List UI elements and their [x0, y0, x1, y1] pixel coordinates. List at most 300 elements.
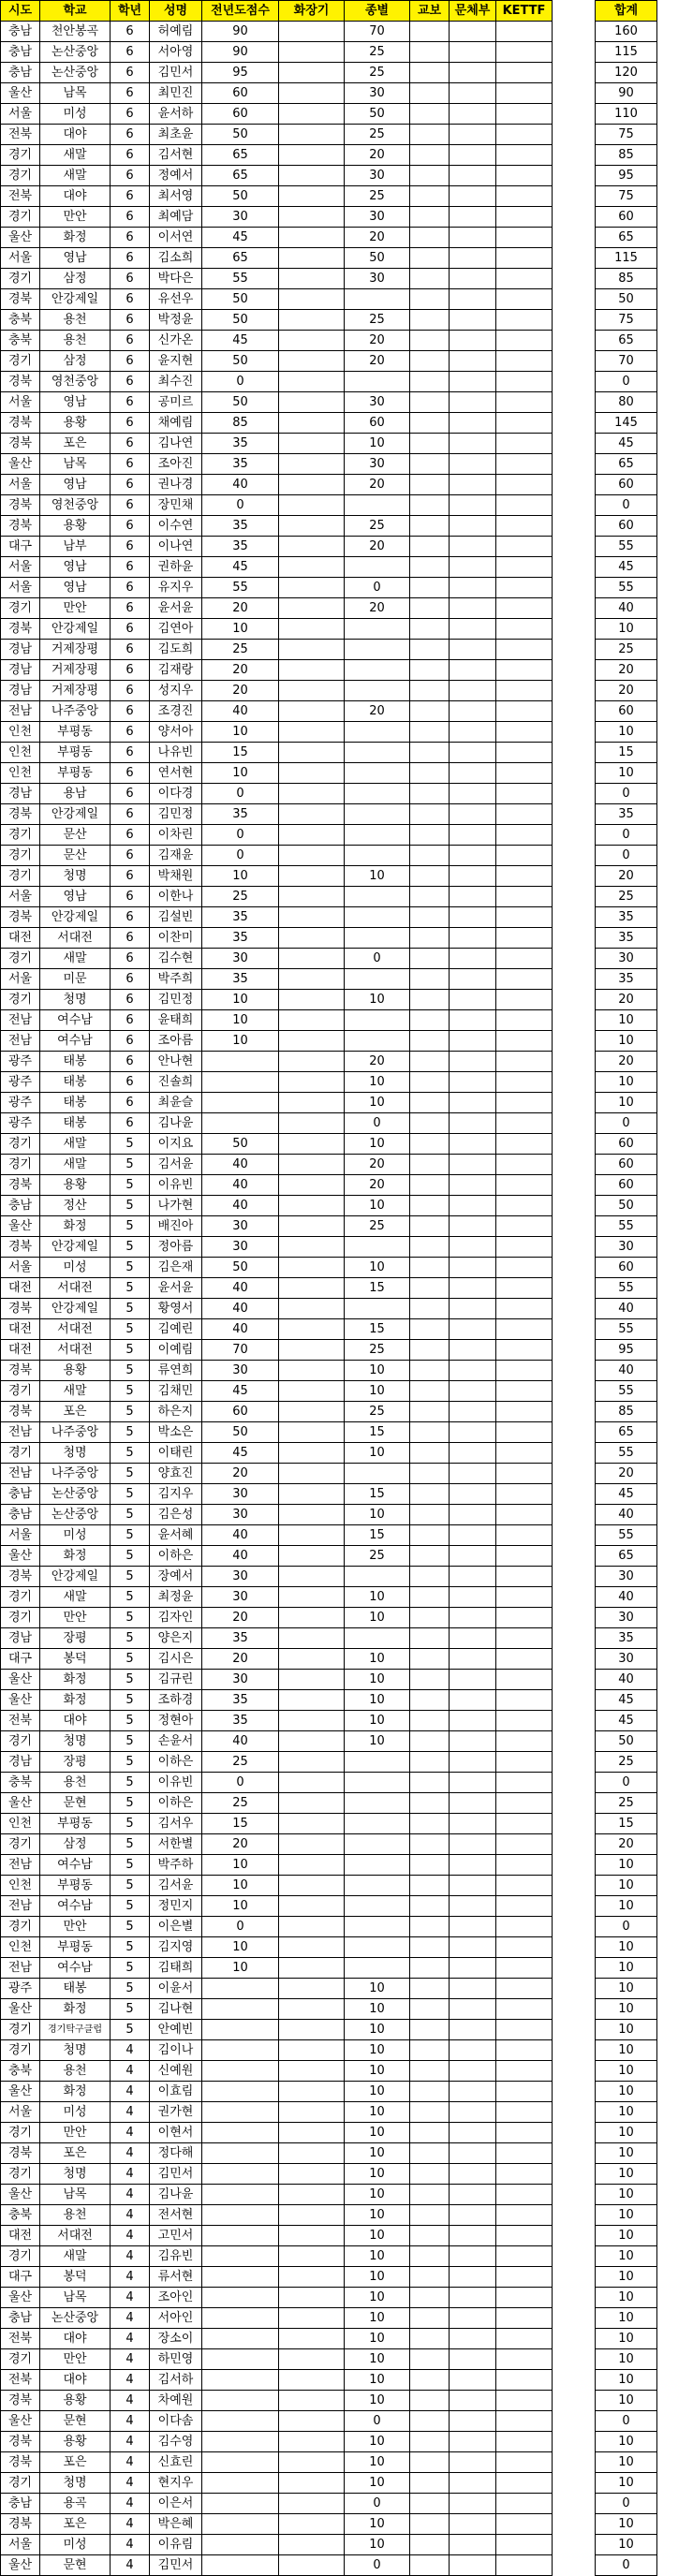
cell-grade: 5: [111, 1587, 150, 1608]
total-row: [596, 1113, 657, 1134]
cell-name: 현지우: [150, 2473, 202, 2494]
cell-school: 거제장평: [40, 640, 111, 660]
cell-prev-score: [202, 2205, 279, 2226]
cell-name: 윤지현: [150, 351, 202, 372]
cell-name: 김규린: [150, 1670, 202, 1690]
cell-jongbyeol: 25: [345, 516, 410, 537]
total-row: [596, 1546, 657, 1567]
cell-grade: 6: [111, 42, 150, 63]
cell-munche: [450, 1793, 496, 1814]
cell-jongbyeol: [345, 1752, 410, 1773]
cell-name: 이다솜: [150, 2411, 202, 2432]
total-row: [596, 413, 657, 434]
cell-grade: 6: [111, 516, 150, 537]
cell-prev-score: [202, 2329, 279, 2349]
cell-kettf: [496, 2020, 553, 2040]
total-row: [596, 207, 657, 228]
cell-gyobo: [410, 2102, 450, 2123]
cell-name: 이나연: [150, 537, 202, 557]
cell-munche: [450, 537, 496, 557]
cell-munche: [450, 969, 496, 990]
cell-gyobo: [410, 1773, 450, 1793]
cell-total: 20: [596, 660, 657, 681]
cell-jongbyeol: 20: [345, 701, 410, 722]
cell-jongbyeol: [345, 1855, 410, 1876]
cell-prev-score: 30: [202, 1567, 279, 1587]
cell-ahn: [279, 1278, 345, 1299]
cell-total: 10: [596, 2432, 657, 2452]
cell-sido: 경남: [1, 1628, 40, 1649]
table-row: [1, 2555, 553, 2576]
cell-munche: [450, 2040, 496, 2061]
cell-grade: 4: [111, 2082, 150, 2102]
cell-total: 10: [596, 1999, 657, 2020]
cell-total: 55: [596, 578, 657, 598]
cell-jongbyeol: [345, 495, 410, 516]
cell-school: 만안: [40, 1917, 111, 1937]
total-row: [596, 289, 657, 310]
cell-gyobo: [410, 2494, 450, 2514]
cell-school: 정산: [40, 1196, 111, 1216]
cell-total: 40: [596, 1299, 657, 1319]
cell-jongbyeol: 10: [345, 2226, 410, 2246]
cell-grade: 6: [111, 475, 150, 495]
cell-munche: [450, 289, 496, 310]
cell-gyobo: [410, 1731, 450, 1752]
cell-munche: [450, 660, 496, 681]
cell-name: 하민영: [150, 2349, 202, 2370]
cell-total: 95: [596, 166, 657, 186]
cell-jongbyeol: 30: [345, 392, 410, 413]
cell-sido: 경북: [1, 2143, 40, 2164]
total-table: [595, 0, 657, 2576]
cell-grade: 5: [111, 1175, 150, 1196]
total-row: [596, 1917, 657, 1937]
cell-ahn: [279, 228, 345, 248]
cell-prev-score: [202, 2391, 279, 2411]
cell-name: 김나현: [150, 1999, 202, 2020]
cell-total: 55: [596, 1381, 657, 1402]
cell-sido: 경기: [1, 598, 40, 619]
cell-jongbyeol: [345, 1937, 410, 1958]
cell-jongbyeol: 15: [345, 1422, 410, 1443]
cell-total: 65: [596, 1546, 657, 1567]
cell-kettf: [496, 2494, 553, 2514]
cell-school: 만안: [40, 598, 111, 619]
cell-grade: 4: [111, 2288, 150, 2308]
cell-kettf: [496, 1422, 553, 1443]
cell-school: 남목: [40, 454, 111, 475]
cell-kettf: [496, 186, 553, 207]
cell-kettf: [496, 1917, 553, 1937]
cell-kettf: [496, 22, 553, 42]
cell-school: 새말: [40, 145, 111, 166]
cell-gyobo: [410, 660, 450, 681]
cell-ahn: [279, 2494, 345, 2514]
table-row: [1, 1505, 553, 1525]
cell-total: 10: [596, 2040, 657, 2061]
cell-prev-score: 65: [202, 166, 279, 186]
cell-school: 봉덕: [40, 1649, 111, 1670]
cell-prev-score: [202, 2452, 279, 2473]
cell-grade: 5: [111, 1834, 150, 1855]
cell-grade: 6: [111, 186, 150, 207]
cell-grade: 5: [111, 1299, 150, 1319]
table-row: [1, 413, 553, 434]
cell-gyobo: [410, 1567, 450, 1587]
cell-grade: 6: [111, 743, 150, 763]
table-row: [1, 743, 553, 763]
cell-sido: 전남: [1, 1958, 40, 1979]
cell-name: 최민진: [150, 83, 202, 104]
table-row: [1, 2226, 553, 2246]
cell-sido: 경기: [1, 1155, 40, 1175]
cell-prev-score: 10: [202, 1958, 279, 1979]
cell-ahn: [279, 743, 345, 763]
cell-jongbyeol: 20: [345, 1052, 410, 1072]
cell-sido: 울산: [1, 1690, 40, 1711]
total-row: [596, 2123, 657, 2143]
cell-total: 10: [596, 2514, 657, 2535]
total-row: [596, 1855, 657, 1876]
cell-munche: [450, 372, 496, 392]
cell-sido: 경기: [1, 1917, 40, 1937]
cell-munche: [450, 1814, 496, 1834]
cell-prev-score: 10: [202, 1937, 279, 1958]
cell-ahn: [279, 1793, 345, 1814]
cell-school: 청명: [40, 2473, 111, 2494]
cell-total: 40: [596, 1587, 657, 1608]
cell-name: 박주희: [150, 969, 202, 990]
cell-school: 문현: [40, 2555, 111, 2576]
cell-school: 서대전: [40, 1340, 111, 1361]
table-row: [1, 2288, 553, 2308]
cell-grade: 6: [111, 1072, 150, 1093]
cell-gyobo: [410, 1134, 450, 1155]
cell-sido: 경기: [1, 2164, 40, 2185]
cell-school: 새말: [40, 1381, 111, 1402]
cell-jongbyeol: 20: [345, 351, 410, 372]
total-row: [596, 1773, 657, 1793]
cell-sido: 대구: [1, 1649, 40, 1670]
cell-sido: 경북: [1, 2432, 40, 2452]
cell-total: 10: [596, 763, 657, 784]
cell-school: 미성: [40, 1525, 111, 1546]
cell-school: 서대전: [40, 2226, 111, 2246]
cell-jongbyeol: 20: [345, 475, 410, 495]
cell-kettf: [496, 1587, 553, 1608]
cell-ahn: [279, 1113, 345, 1134]
cell-name: 양은지: [150, 1628, 202, 1649]
cell-school: 용황: [40, 2391, 111, 2411]
cell-grade: 5: [111, 1896, 150, 1917]
cell-gyobo: [410, 1525, 450, 1546]
total-row: [596, 1258, 657, 1278]
table-row: [1, 2473, 553, 2494]
cell-munche: [450, 1711, 496, 1731]
cell-prev-score: 0: [202, 495, 279, 516]
cell-jongbyeol: [345, 660, 410, 681]
cell-kettf: [496, 1340, 553, 1361]
cell-jongbyeol: [345, 1464, 410, 1484]
cell-sido: 울산: [1, 1216, 40, 1237]
cell-prev-score: 40: [202, 1525, 279, 1546]
cell-ahn: [279, 495, 345, 516]
cell-ahn: [279, 1711, 345, 1731]
cell-ahn: [279, 104, 345, 125]
cell-kettf: [496, 660, 553, 681]
cell-name: 장소이: [150, 2329, 202, 2349]
cell-school: 미성: [40, 1258, 111, 1278]
cell-total: 0: [596, 372, 657, 392]
cell-jongbyeol: 10: [345, 1443, 410, 1464]
cell-gyobo: [410, 763, 450, 784]
table-row: [1, 660, 553, 681]
cell-grade: 4: [111, 2349, 150, 2370]
cell-gyobo: [410, 1876, 450, 1896]
cell-prev-score: 35: [202, 804, 279, 825]
table-row: [1, 928, 553, 949]
cell-total: 145: [596, 413, 657, 434]
cell-grade: 5: [111, 1690, 150, 1711]
cell-name: 김연아: [150, 619, 202, 640]
cell-munche: [450, 2535, 496, 2555]
cell-prev-score: 30: [202, 1670, 279, 1690]
cell-munche: [450, 722, 496, 743]
cell-total: 65: [596, 454, 657, 475]
cell-kettf: [496, 2432, 553, 2452]
cell-school: 문산: [40, 825, 111, 846]
cell-jongbyeol: 10: [345, 2288, 410, 2308]
cell-name: 김서하: [150, 2370, 202, 2391]
total-row: [596, 2267, 657, 2288]
cell-school: 부평동: [40, 1876, 111, 1896]
cell-school: 화정: [40, 1999, 111, 2020]
total-row: [596, 434, 657, 454]
cell-prev-score: 20: [202, 681, 279, 701]
cell-munche: [450, 1155, 496, 1175]
cell-sido: 충남: [1, 1196, 40, 1216]
table-row: [1, 1031, 553, 1052]
cell-sido: 전북: [1, 2370, 40, 2391]
cell-gyobo: [410, 392, 450, 413]
cell-name: 이하은: [150, 1752, 202, 1773]
total-row: [596, 2288, 657, 2308]
cell-sido: 대전: [1, 1319, 40, 1340]
cell-name: 배진아: [150, 1216, 202, 1237]
cell-gyobo: [410, 2040, 450, 2061]
cell-name: 고민서: [150, 2226, 202, 2246]
cell-grade: 6: [111, 1093, 150, 1113]
cell-total: 60: [596, 516, 657, 537]
cell-grade: 6: [111, 887, 150, 907]
cell-munche: [450, 2432, 496, 2452]
cell-sido: 경북: [1, 1299, 40, 1319]
cell-jongbyeol: 10: [345, 2246, 410, 2267]
cell-school: 영남: [40, 475, 111, 495]
cell-munche: [450, 825, 496, 846]
cell-munche: [450, 413, 496, 434]
cell-kettf: [496, 2246, 553, 2267]
table-row: [1, 228, 553, 248]
cell-name: 양서아: [150, 722, 202, 743]
cell-grade: 5: [111, 1134, 150, 1155]
total-row: [596, 1793, 657, 1814]
cell-name: 박정윤: [150, 310, 202, 331]
cell-sido: 서울: [1, 1525, 40, 1546]
cell-total: 10: [596, 1896, 657, 1917]
cell-school: 서대전: [40, 1319, 111, 1340]
cell-name: 서아영: [150, 42, 202, 63]
cell-prev-score: 50: [202, 1134, 279, 1155]
cell-total: 55: [596, 1278, 657, 1299]
cell-ahn: [279, 1999, 345, 2020]
total-row: [596, 1979, 657, 1999]
cell-ahn: [279, 145, 345, 166]
total-row: [596, 2082, 657, 2102]
cell-jongbyeol: 25: [345, 186, 410, 207]
cell-jongbyeol: [345, 289, 410, 310]
cell-sido: 경남: [1, 1752, 40, 1773]
cell-munche: [450, 2061, 496, 2082]
cell-gyobo: [410, 454, 450, 475]
cell-sido: 대구: [1, 2267, 40, 2288]
cell-gyobo: [410, 619, 450, 640]
cell-gyobo: [410, 1793, 450, 1814]
cell-grade: 6: [111, 784, 150, 804]
cell-sido: 전북: [1, 2329, 40, 2349]
cell-grade: 5: [111, 1402, 150, 1422]
cell-school: 청명: [40, 2040, 111, 2061]
cell-kettf: [496, 2205, 553, 2226]
cell-total: 10: [596, 2164, 657, 2185]
cell-munche: [450, 1299, 496, 1319]
table-row: [1, 1876, 553, 1896]
table-row: [1, 887, 553, 907]
cell-school: 서대전: [40, 928, 111, 949]
cell-total: 85: [596, 269, 657, 289]
cell-jongbyeol: 20: [345, 598, 410, 619]
cell-school: 영남: [40, 248, 111, 269]
cell-prev-score: 20: [202, 1464, 279, 1484]
cell-grade: 4: [111, 2370, 150, 2391]
cell-prev-score: 60: [202, 83, 279, 104]
cell-sido: 전남: [1, 701, 40, 722]
cell-sido: 경기: [1, 2123, 40, 2143]
table-row: [1, 2329, 553, 2349]
cell-total: 40: [596, 598, 657, 619]
cell-school: 문산: [40, 846, 111, 866]
cell-kettf: [496, 1525, 553, 1546]
cell-jongbyeol: 10: [345, 866, 410, 887]
cell-grade: 6: [111, 1052, 150, 1072]
cell-sido: 경북: [1, 2514, 40, 2535]
cell-kettf: [496, 1113, 553, 1134]
cell-ahn: [279, 289, 345, 310]
cell-ahn: [279, 1381, 345, 1402]
total-row: [596, 2370, 657, 2391]
cell-ahn: [279, 413, 345, 434]
cell-school: 화정: [40, 1690, 111, 1711]
cell-name: 안예빈: [150, 2020, 202, 2040]
table-row: [1, 1814, 553, 1834]
cell-grade: 6: [111, 701, 150, 722]
cell-gyobo: [410, 866, 450, 887]
cell-munche: [450, 1731, 496, 1752]
cell-prev-score: 10: [202, 1855, 279, 1876]
cell-ahn: [279, 1237, 345, 1258]
cell-grade: 6: [111, 578, 150, 598]
cell-sido: 경남: [1, 681, 40, 701]
cell-total: 10: [596, 722, 657, 743]
cell-gyobo: [410, 1175, 450, 1196]
cell-grade: 5: [111, 1608, 150, 1628]
cell-prev-score: 30: [202, 207, 279, 228]
cell-total: 10: [596, 2370, 657, 2391]
cell-grade: 5: [111, 1999, 150, 2020]
cell-prev-score: 15: [202, 1814, 279, 1834]
cell-total: 10: [596, 1855, 657, 1876]
cell-total: 85: [596, 145, 657, 166]
cell-kettf: [496, 289, 553, 310]
cell-sido: 경기: [1, 2349, 40, 2370]
total-row: [596, 1175, 657, 1196]
cell-school: 청명: [40, 990, 111, 1010]
cell-kettf: [496, 1134, 553, 1155]
cell-school: 삼정: [40, 269, 111, 289]
total-row: [596, 1443, 657, 1464]
table-row: [1, 454, 553, 475]
cell-gyobo: [410, 969, 450, 990]
cell-munche: [450, 1381, 496, 1402]
cell-gyobo: [410, 269, 450, 289]
table-row: [1, 22, 553, 42]
cell-kettf: [496, 681, 553, 701]
cell-name: 조아름: [150, 1031, 202, 1052]
cell-name: 박다은: [150, 269, 202, 289]
cell-jongbyeol: [345, 825, 410, 846]
table-row: [1, 2452, 553, 2473]
cell-sido: 서울: [1, 557, 40, 578]
cell-grade: 5: [111, 1752, 150, 1773]
cell-school: 나주중앙: [40, 701, 111, 722]
total-row: [596, 63, 657, 83]
total-row: [596, 1608, 657, 1628]
total-row: [596, 537, 657, 557]
cell-sido: 경남: [1, 660, 40, 681]
cell-gyobo: [410, 83, 450, 104]
cell-grade: 5: [111, 1773, 150, 1793]
cell-total: 20: [596, 1464, 657, 1484]
cell-name: 조아진: [150, 454, 202, 475]
cell-gyobo: [410, 846, 450, 866]
cell-gyobo: [410, 1855, 450, 1876]
cell-prev-score: [202, 2411, 279, 2432]
cell-gyobo: [410, 1361, 450, 1381]
total-row: [596, 1072, 657, 1093]
cell-ahn: [279, 475, 345, 495]
cell-kettf: [496, 248, 553, 269]
cell-school: 만안: [40, 2123, 111, 2143]
table-row: [1, 1072, 553, 1093]
cell-munche: [450, 1649, 496, 1670]
cell-kettf: [496, 310, 553, 331]
cell-total: 10: [596, 2123, 657, 2143]
cell-school: 용남: [40, 784, 111, 804]
total-row: [596, 887, 657, 907]
cell-jongbyeol: 10: [345, 2020, 410, 2040]
table-row: [1, 804, 553, 825]
